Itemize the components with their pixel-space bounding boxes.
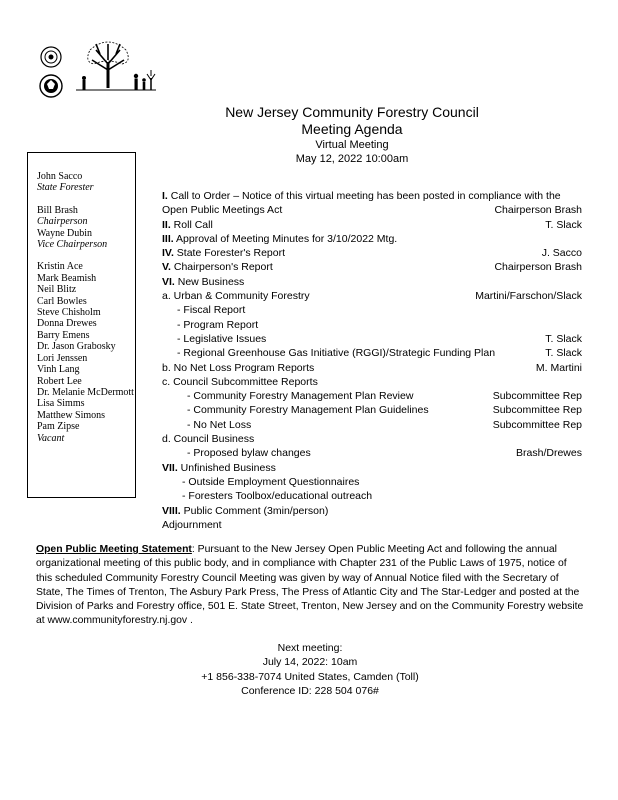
next-meeting-phone: +1 856-338-7074 United States, Camden (Toll)	[201, 670, 419, 683]
member-name: Neil Blitz	[37, 284, 77, 296]
agenda-item-approval-minutes: III. Approval of Meeting Minutes for 3/10/2022 Mtg.	[162, 232, 398, 245]
agenda-subitem-cfmp-guidelines: - Community Forestry Management Plan Guidelines Subcommittee Rep	[187, 404, 582, 417]
member-name: Mark Beamish	[37, 272, 97, 284]
member-name: Dr. Melanie McDermott	[37, 386, 134, 398]
vacant-seat: Vacant	[37, 432, 65, 444]
member-name: Lisa Simms	[37, 398, 85, 410]
doc-title: Meeting Agenda	[301, 121, 403, 137]
agenda-subitem-subcommittee: c. Council Subcommittee Reports	[162, 375, 318, 388]
member-name: Robert Lee	[37, 375, 82, 387]
vice-chair-title: Vice Chairperson	[37, 239, 108, 251]
state-forester-title: State Forester	[37, 182, 94, 194]
agenda-subitem-fiscal: - Fiscal Report	[177, 304, 246, 317]
agenda-item-unfinished-business: VII. Unfinished Business	[162, 461, 276, 474]
vice-chair-name: Wayne Dubin	[37, 227, 93, 239]
agenda-subitem-rggi: - Regional Greenhouse Gas Initiative (RGGI)/Strategic Funding Plan T. Slack	[177, 347, 582, 360]
agenda-subitem-legislative: - Legislative Issues T. Slack	[177, 332, 582, 345]
agenda-item-call-to-order: I. Call to Order – Notice of this virtual meeting has been posted in compliance with the	[162, 190, 561, 202]
next-meeting-conference-id: Conference ID: 228 504 076#	[241, 684, 379, 697]
open-public-meeting-statement	[36, 543, 584, 629]
agenda-subitem-nnl: - No Net Loss Subcommittee Rep	[187, 418, 582, 431]
member-name: Barry Emens	[37, 329, 90, 341]
agenda-subitem-cfmp-review: - Community Forestry Management Plan Review Subcommittee Rep	[187, 390, 582, 403]
chair-title: Chairperson	[37, 216, 88, 228]
agenda-item-adjournment: Adjournment	[162, 518, 222, 531]
agenda-header	[200, 104, 504, 166]
agenda-subitem-no-net-loss: b. No Net Loss Program Reports M. Martini	[162, 361, 582, 374]
next-meeting-info	[160, 641, 460, 698]
statement-lead: Open Public Meeting Statement	[36, 544, 192, 555]
org-title: New Jersey Community Forestry Council	[225, 104, 479, 120]
state-forester-name: John Sacco	[37, 171, 83, 182]
agenda-item-state-forester-report: IV. State Forester's Report J. Sacco	[162, 247, 582, 260]
agenda-subitem-toolbox: - Foresters Toolbox/educational outreach	[182, 490, 373, 503]
member-name: Carl Bowles	[37, 295, 87, 307]
agenda-subitem-urban-forestry: a. Urban & Community Forestry Martini/Farschon/Slack	[162, 290, 582, 303]
agenda-item-new-business: VI. New Business	[162, 275, 245, 288]
member-name: Pam Zipse	[37, 421, 80, 433]
agenda-item-chair-report: V. Chairperson's Report Chairperson Brash	[162, 261, 582, 274]
member-name: Dr. Jason Grabosky	[37, 341, 116, 353]
member-name: Steve Chisholm	[37, 307, 101, 319]
member-name: Kristin Ace	[37, 261, 83, 273]
meeting-date: May 12, 2022 10:00am	[295, 153, 409, 165]
meeting-type: Virtual Meeting	[315, 139, 389, 151]
chair-name: Bill Brash	[37, 204, 78, 216]
agenda-subitem-outside-employment: - Outside Employment Questionnaires	[182, 475, 360, 488]
agenda-list	[162, 189, 582, 532]
agenda-item-roll-call: II. Roll Call T. Slack	[162, 218, 582, 231]
member-name: Matthew Simons	[37, 409, 106, 421]
agenda-subitem-program: - Program Report	[177, 318, 259, 331]
next-meeting-date: July 14, 2022: 10am	[262, 656, 358, 669]
agenda-item-public-comment: VIII. Public Comment (3min/person)	[162, 504, 329, 517]
member-name: Lori Jenssen	[37, 352, 88, 364]
agenda-subitem-bylaw: - Proposed bylaw changes Brash/Drewes	[187, 447, 582, 460]
member-name: Donna Drewes	[37, 318, 97, 330]
next-meeting-label: Next meeting:	[277, 642, 343, 654]
member-name: Vinh Lang	[37, 364, 80, 376]
nj-forestry-logo	[36, 40, 166, 104]
logo-graphic	[36, 40, 166, 104]
agenda-item-call-to-order-cont: Open Public Meetings Act Chairperson Brash	[162, 204, 582, 217]
council-members-box	[27, 152, 136, 498]
agenda-subitem-council-business: d. Council Business	[162, 433, 255, 446]
statement-body: : Pursuant to the New Jersey Open Public Meeting Act and following the annual organizational meeting of this public body, and in compliance with Chapter 231 of the Public Laws of 1975, notice of this scheduled Community Forestry Council Meeting was given by way of Annual Notice filed with the Secretary of State, The Times of Trenton, The Asbury Park Press, The Press of Atlantic City and The Star-Ledger and posted at the Division of Parks and Forestry office, 501 E. State Street, Trenton, New Jersey and on the Community Forestry website at www.communityforestry.nj.gov .	[36, 544, 584, 627]
